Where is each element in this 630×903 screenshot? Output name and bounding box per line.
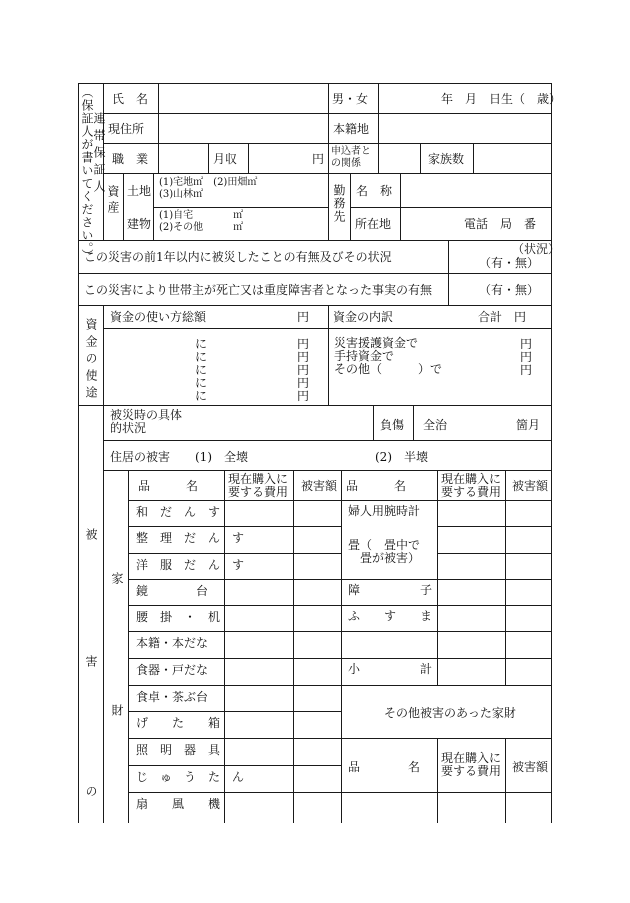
domicile-label: 本籍地 <box>333 122 370 136</box>
rule <box>420 143 421 173</box>
rule <box>350 207 551 208</box>
rule <box>128 792 551 793</box>
rule <box>103 440 551 441</box>
rule <box>78 405 551 406</box>
income-yen: 円 <box>312 152 325 166</box>
col-cost-other: 現在購入に 要する費用 <box>441 751 502 778</box>
col-item-other: 品 名 <box>348 760 421 774</box>
rule <box>350 173 351 240</box>
rule <box>78 83 551 84</box>
col-damage-right: 被害額 <box>512 479 549 493</box>
income-label: 月収 <box>213 152 238 166</box>
furniture-item-left: げ た 箱 <box>136 716 221 730</box>
birth-label: 年 月 日生（ 歳） <box>441 92 562 106</box>
rule <box>341 470 342 823</box>
name-label: 氏 名 <box>112 92 149 106</box>
assets-label: 資産 <box>106 185 120 217</box>
furniture-item-left: 洋 服 だ ん す <box>136 558 245 572</box>
rule <box>208 143 209 173</box>
rule <box>437 470 438 685</box>
usage-row-ni: に <box>195 389 208 403</box>
breakdown-row-yen: 円 <box>520 337 533 351</box>
usage-row-yen: 円 <box>297 389 310 403</box>
rule <box>128 470 129 823</box>
breakdown-label: 資金の内訳 <box>333 310 394 324</box>
rule <box>437 738 438 823</box>
usage-row-yen: 円 <box>297 376 310 390</box>
other-items-label: その他被害のあった家財 <box>384 706 516 720</box>
building-label: 建物 <box>127 217 152 231</box>
rule <box>505 738 506 823</box>
rule <box>437 553 551 554</box>
guarantor-side-label: （保証人が書いてください。） <box>80 86 94 262</box>
rule <box>128 765 341 766</box>
rule <box>78 305 551 306</box>
rule <box>448 240 449 305</box>
usage-row-yen: 円 <box>297 337 310 351</box>
breakdown-items: 災害援護資金で 手持資金で その他（ ）で <box>334 336 443 376</box>
rule <box>103 470 551 471</box>
months-label: 箇月 <box>516 418 541 432</box>
breakdown-row-yen: 円 <box>520 350 533 364</box>
rule <box>103 328 551 329</box>
col-item-right: 品 名 <box>346 479 407 493</box>
rule <box>378 83 379 173</box>
option-half: (2) 半壊 <box>375 450 428 464</box>
furniture-item-right: 小 計 <box>348 662 433 676</box>
rule <box>437 526 551 527</box>
furniture-item-right: 障 子 <box>348 583 433 597</box>
rule <box>78 83 79 823</box>
rule <box>128 631 551 632</box>
sex-label: 男・女 <box>332 92 369 106</box>
workplace-label: 勤務先 <box>332 184 346 223</box>
furniture-item-left: 整 理 だ ん す <box>136 531 245 545</box>
damage-side-label-2: 害 <box>84 655 98 668</box>
furniture-item-right: 畳（ 畳中で 畳が被害） <box>348 538 421 565</box>
rule <box>328 305 329 405</box>
furniture-item-right: ふ す ま <box>348 609 433 623</box>
rule <box>103 173 551 174</box>
rule <box>128 685 551 686</box>
usage-row-ni: に <box>195 376 208 390</box>
rule <box>128 579 551 580</box>
furniture-item-left: 食器・戸だな <box>136 663 209 677</box>
injury-label: 負傷 <box>380 418 405 432</box>
rule <box>128 738 551 739</box>
col-cost-left: 現在購入に 要する費用 <box>228 472 289 499</box>
furniture-item-right: 婦人用腕時計 <box>348 504 421 518</box>
workplace-address-label: 所在地 <box>355 217 392 231</box>
furniture-side-label-2: 財 <box>110 704 124 717</box>
col-item-left: 品 名 <box>138 479 199 493</box>
col-cost-right: 現在購入に 要する費用 <box>441 472 502 499</box>
usage-row-yen: 円 <box>297 363 310 377</box>
rule <box>103 143 551 144</box>
col-damage-left: 被害額 <box>301 479 338 493</box>
funds-total-yen: 円 <box>297 310 310 324</box>
rule <box>413 405 414 440</box>
prior-status-label: （状況） <box>512 242 561 256</box>
funds-total-label: 資金の使い方総額 <box>110 310 207 324</box>
funds-side-label: 資金の使途 <box>84 318 98 403</box>
rule <box>78 273 551 274</box>
rule <box>103 113 551 114</box>
furniture-item-left: 腰 掛 ・ 机 <box>136 610 221 624</box>
rule <box>128 500 551 501</box>
house-damage-label: 住居の被害 <box>110 450 171 464</box>
rule <box>128 526 341 527</box>
guarantor-role-label: 連帯保証人 <box>92 112 106 197</box>
usage-row-ni: に <box>195 337 208 351</box>
usage-row-yen: 円 <box>297 350 310 364</box>
damage-side-label-3: の <box>84 785 98 798</box>
damage-side-label-1: 被 <box>84 528 98 541</box>
furniture-item-left: 照 明 器 具 <box>136 743 221 757</box>
relation-label: 申込者との関係 <box>331 146 371 169</box>
recovery-label: 全治 <box>423 418 448 432</box>
prior-disaster-question: この災害の前1年以内に被災したことの有無及びその状況 <box>84 250 392 264</box>
breakdown-row-yen: 円 <box>520 363 533 377</box>
furniture-item-left: じ ゅ う た ん <box>136 770 245 784</box>
building-items: (1)自宅 ㎡ (2)その他 ㎡ <box>159 210 244 233</box>
rule <box>123 173 124 240</box>
usage-row-ni: に <box>195 350 208 364</box>
address-label: 現住所 <box>108 122 145 136</box>
rule <box>153 207 328 208</box>
col-damage-other: 被害額 <box>512 760 549 774</box>
rule <box>128 553 341 554</box>
death-answer: （有・無） <box>479 283 540 297</box>
rule <box>153 173 154 240</box>
rule <box>400 173 401 240</box>
land-items: (1)宅地㎡ (2)田畑㎡ (3)山林㎡ <box>159 177 258 200</box>
rule <box>505 470 506 685</box>
rule <box>328 83 329 240</box>
land-label: 土地 <box>127 184 152 198</box>
family-label: 家族数 <box>428 152 465 166</box>
workplace-name-label: 名 称 <box>356 184 393 198</box>
rule <box>158 83 159 173</box>
rule <box>128 711 341 712</box>
furniture-item-left: 扇 風 機 <box>136 797 221 811</box>
phone-label: 電話 局 番 <box>464 217 537 231</box>
prior-answer: （有・無） <box>479 256 540 270</box>
furniture-item-left: 本籍・本だな <box>136 636 209 650</box>
job-label: 職 業 <box>112 152 149 166</box>
rule <box>128 605 551 606</box>
rule <box>128 658 551 659</box>
situation-label: 被災時の具体 的状況 <box>110 408 183 435</box>
rule <box>248 143 249 173</box>
option-full: (1) 全壊 <box>195 450 248 464</box>
rule <box>103 305 104 823</box>
rule <box>473 143 474 173</box>
breakdown-total-label: 合計 円 <box>478 310 527 324</box>
rule <box>373 405 374 440</box>
furniture-side-label-1: 家 <box>110 572 124 585</box>
rule <box>293 470 294 823</box>
furniture-item-left: 和 だ ん す <box>136 505 221 519</box>
death-question: この災害により世帯主が死亡又は重度障害者となった事実の有無 <box>84 283 433 297</box>
furniture-item-left: 食卓・茶ぶ台 <box>136 690 209 704</box>
furniture-item-left: 鏡 台 <box>136 584 209 598</box>
rule <box>78 240 551 241</box>
usage-row-ni: に <box>195 363 208 377</box>
rule <box>551 83 552 823</box>
